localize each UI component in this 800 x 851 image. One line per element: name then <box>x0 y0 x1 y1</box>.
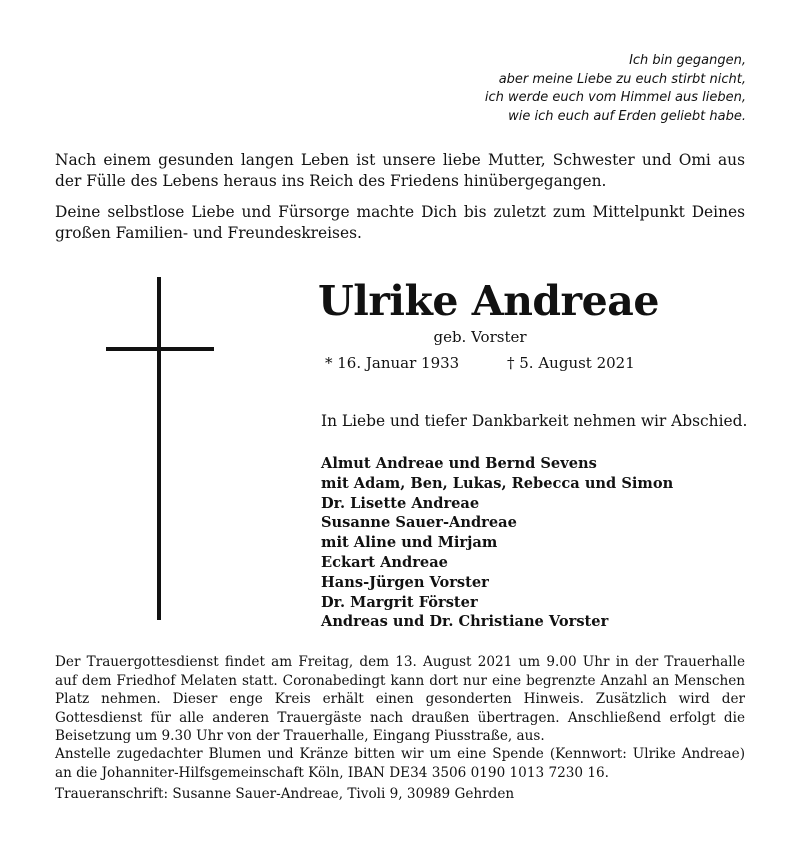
poem-line: wie ich euch auf Erden geliebt habe. <box>508 108 746 124</box>
mourner-item: Hans-Jürgen Vorster <box>321 573 489 591</box>
deceased-name: Ulrike Andreae <box>318 277 659 325</box>
mourner-item: mit Adam, Ben, Lukas, Rebecca und Simon <box>321 474 674 492</box>
born-name: geb. Vorster <box>433 328 527 346</box>
mourner-item: mit Aline und Mirjam <box>321 534 498 552</box>
mourner-item: Dr. Margrit Förster <box>321 593 478 611</box>
birth-date: * 16. Januar 1933 <box>325 354 460 372</box>
mourners-list <box>321 454 673 632</box>
mourner-item: Dr. Lisette Andreae <box>321 494 480 512</box>
poem <box>485 52 746 126</box>
cross-icon <box>157 277 161 620</box>
poem-line: aber meine Liebe zu euch stirbt nicht, <box>498 71 746 87</box>
intro-paragraph-1: Nach einem gesunden langen Leben ist unsere liebe Mutter, Schwester und Omi aus der Fülle des Lebens heraus ins Reich des Friedens hinübergegangen. <box>55 151 745 190</box>
mourner-item: Susanne Sauer-Andreae <box>321 514 517 532</box>
mourning-address: Traueranschrift: Susanne Sauer-Andreae, Tivoli 9, 30989 Gehrden <box>55 786 515 802</box>
mourner-item: Eckart Andreae <box>321 553 448 571</box>
death-date: † 5. August 2021 <box>507 354 635 372</box>
mourner-item: Almut Andreae und Bernd Sevens <box>321 455 597 472</box>
poem-line: ich werde euch vom Himmel aus lieben, <box>484 90 746 105</box>
service-details: Der Trauergottesdienst findet am Freitag, dem 13. August 2021 um 9.00 Uhr in der Trauerhalle auf dem Friedhof Melaten statt. Coronabedingt kann dort nur eine begrenzte Anzahl an Menschen Platz nehmen. Dieser enge Kreis erhält einen gesonderten Hinweis. Zusätzlich wird der Gottesdienst für alle anderen Trauergäste nach draußen übertragen. Anschließend erfolgt die Beisetzung um 9.30 Uhr von der Trauerhalle, Eingang Piusstraße, aus. <box>55 654 745 745</box>
intro-paragraph-2: Deine selbstlose Liebe und Fürsorge machte Dich bis zuletzt zum Mittelpunkt Deines großen Familien- und Freundeskreises. <box>55 203 745 242</box>
mourner-item: Andreas und Dr. Christiane Vorster <box>321 613 609 631</box>
farewell-text: In Liebe und tiefer Dankbarkeit nehmen wir Abschied. <box>321 412 748 430</box>
poem-line: Ich bin gegangen, <box>629 53 746 68</box>
donation-details: Anstelle zugedachter Blumen und Kränze bitten wir um eine Spende (Kennwort: Ulrike Andreae) an die Johanniter-Hilfsgemeinschaft Köln, IBAN DE34 3506 0190 1013 7230 16. <box>55 746 745 781</box>
cross-icon-crossbar <box>106 347 214 351</box>
